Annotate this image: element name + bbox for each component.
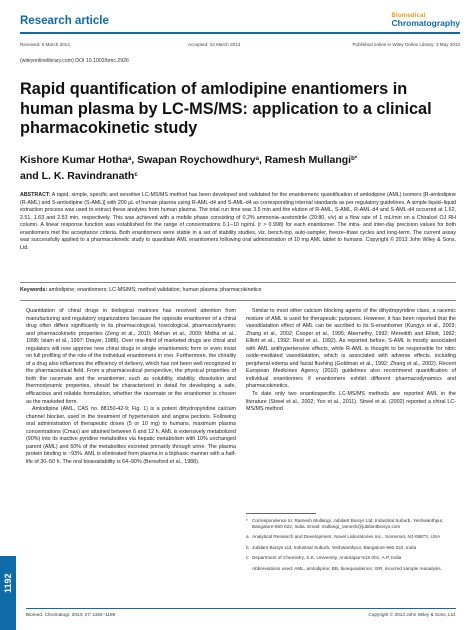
footer-rule: [26, 608, 456, 609]
keywords-bottom-divider: [20, 300, 456, 301]
footnote-text: Analytical Research and Development, Novel Laboratories Inc., Somerset, NJ-08873, USA: [252, 534, 441, 540]
footnote-mark: a: [246, 534, 249, 540]
footnote-text: Correspondence to: Ramesh Mullangi, Jubilant Biosys Ltd, Industrial Suburb, Yeshwanthpur, Bangalore-560 022, India. Email: mullangi_ramesh@jubilantbiosys.com: [252, 517, 444, 529]
keywords-top-divider: [20, 282, 456, 283]
published-date: Published online in Wiley Online Library: 3 May 2013: [352, 42, 460, 47]
footnote-mark: b: [246, 544, 249, 550]
abstract-text: A rapid, simple, specific and sensitive LC-MS/MS method has been developed and validated for the enantiomeric quantification of amlodipine (AML) isomers [R-amlodipine (R-AML) and S-amlodipine (S-AML)] with 200 μL of human plasma using R-AML-d4 and S-AML-d4 as corresponding internal standards as per regulatory guidelines. A simple liquid–liquid extraction process was used to extract these analytes from human plasma. The total run time was 3.5 min and the elution of R-AML, S-AML, R-AML-d4 and S-AML-d4 occurred at 1.62, 2.51, 1.63 and 2.53 min, respectively. This was achieved with a mobile phase consisting of 0.2% ammonia–acetonitrile (20:80, v/v) at a flow rate of 1 mL/min on a Chiralcel OJ RH column. A linear response function was established for the range of concentrations 0.1–10 ng/mL (r > 0.998) for each enantiomer. The intra- and inter-day precision values for both enantiomers met the acceptance criteria. Both enantiomers were stable in a set of stability studies, viz. bench-top, auto-sampler, freeze–thaw cycles and long-term. The current assay was successfully applied to a pharmacokinetic study to quantitate AML enantiomers following oral administration of 10 mg AML tablet to humans. Copyright © 2013 John Wiley & Sons, Ltd.: [20, 192, 456, 251]
keywords: [20, 287, 456, 294]
author-list: [20, 152, 460, 184]
page-number-tab: [0, 556, 16, 630]
doi-line[interactable]: (wileyonlinelibrary.com) DOI 10.1002/bmc.2926: [20, 58, 129, 64]
footnotes: [246, 513, 456, 576]
footnote-affiliation-c: [246, 555, 456, 561]
abstract-label: ABSTRACT:: [20, 192, 51, 198]
footnote-text: Department of Chemistry, S.K. University, Anantapur-515 001, A.P, India: [252, 555, 402, 561]
author-separator: ,: [131, 154, 138, 166]
abstract: [20, 192, 456, 252]
footnote-affiliation-a: [246, 534, 456, 540]
body-paragraph: Quantitation of chiral drugs in biological matrices has received attention from manufacturing and regulatory organizations because the opposite enantiomer of a chiral drug often differs significantly in its pharmacological, toxicological, pharmacodynamic and pharmacokinetic properties (Zeng et al., 2010; Mohan et al., 2009; Midha et al., 1998; Islam et al., 1997; Drayer, 1986). Over one-third of marketed drugs are chiral and regulators will now approve new chiral drugs in single enantiomeric form or even insist on full profiling of the role of the individual enantiomers in vivo. Furthermore, the chirality of a drug also influences the efficiency of delivery, which has not been well recognized in the pharmaceutical field. From a pharmaceutical perspective, the physical properties of both the racemate and the enantiomer, such as solubility, stability, dissolution and thermodynamic properties, should be characterized in detail for developing a safe, efficacious and reliable formulation, whether the racemate or the enantiomer is chosen as the marketed form.: [26, 308, 236, 405]
author-affiliation-mark: a: [127, 156, 132, 162]
keywords-label: Keywords:: [20, 287, 48, 293]
footnote-affiliation-b: [246, 545, 456, 551]
header-rule: [20, 32, 460, 34]
author-affiliation-mark: b*: [351, 156, 358, 162]
footnote-mark: c: [246, 555, 249, 561]
footnote-text: Jubilant Biosys Ltd, Industrial Suburb, Yeshwanthpur, Bangalore-560 022, India: [252, 544, 417, 550]
footnote-correspondence: [246, 518, 456, 531]
footnote-mark: *: [246, 517, 248, 523]
header-bar: [20, 12, 460, 34]
author-name[interactable]: Kishore Kumar Hotha: [20, 154, 128, 166]
author-name[interactable]: and L. K. Ravindranath: [20, 170, 135, 182]
article-title: Rapid quantification of amlodipine enantiomers in human plasma by LC-MS/MS: application to a clinical pharmacokinetic study: [20, 80, 432, 137]
author-affiliation-mark: c: [134, 172, 138, 178]
body-paragraph: Amlodipine (AML, CAS no. 88150-42-9; Fig. 1) is a potent dihydropyridine calcium channel blocker, used in the treatment of hypertension and angina pectoris. Following oral administration of therapeutic doses (5 or 10 mg) to humans, maximum plasma concentrations (Cmax) are attained between 6 and 12 h. AML is extensively metabolized (90%) into its inactive pyridine metabolites via hepatic metabolism with 10% unchanged parent (AML) and 60% of the metabolites excreted primarily through urine. The plasma protein binding is ~93%. AML is eliminated from plasma in a biphasic manner with a half-life of 30–50 h. The oral bioavailability is 64–90% (Beresford et al., 1988).: [26, 406, 236, 465]
keywords-text: amlodipine; enantiomers; LC-MS/MS; method validation; human plasma; pharmacokinetics: [48, 287, 262, 293]
footnote-divider: [246, 513, 316, 514]
received-date: Received: 5 March 2013,: [20, 42, 72, 47]
accepted-date: Accepted: 24 March 2013: [188, 42, 241, 47]
page-number: 1192: [3, 573, 13, 593]
journal-logo-line1: Biomedical: [391, 13, 426, 19]
body-column-right: [246, 308, 456, 414]
article-type-label: Research article: [20, 15, 109, 27]
page-footer: [26, 608, 456, 622]
body-paragraph: Similar to most other calcium blocking agents of the dihydropyridine class, a racemic mixture of AML is used for therapeutic purposes. However, it has been reported that the vasodilatation effect of AML can be ascribed to its S-enantiomer (Kungys et al., 2003; Zhang et al., 2002; Cooper et al., 1995; Abernethy, 1992; Meredith and Elliott, 1992; Elliott et al., 1992; Reid et al., 1992). As reported before, S-AML is mostly associated with AML antihypertensive effects, while R-AML is thought to be responsible for nitric oxide-mediated vasodilatation, which is associated with adverse effects, including peripheral edema and facial flushing (Goldman et al., 1992; Zhang et al., 2002). Recent European Medicines Agency (2010) guidelines also recommend quantification of individual enantiomers if enantiomers exhibit different pharmacodynamics and pharmacokinetics.: [246, 308, 456, 390]
footer-copyright: Copyright © 2013 John Wiley & Sons, Ltd.: [368, 612, 456, 617]
body-paragraph: To date only two enantiospecific LC-MS/MS methods are reported AML in the literature (Streel et al., 2002; Yoo et al., 2011). Streel et al. (2002) reported a chiral LC-MS/MS method: [246, 391, 456, 413]
author-separator: ,: [258, 154, 265, 166]
footnote-abbreviations: [246, 566, 456, 572]
journal-logo: [392, 13, 460, 28]
journal-logo-line2: Chromatography: [391, 18, 460, 28]
body-column-left: [26, 308, 236, 466]
author-name[interactable]: Swapan Roychowdhury: [137, 154, 256, 166]
author-affiliation-mark: a: [255, 156, 259, 162]
footnote-text: Abbreviations used: AML, amlodipine; BB, bioequivalence; ISR, incurred sample reanalysis.: [252, 565, 442, 571]
footer-citation: Biomed. Chromatogr. 2013; 27: 1192–1199: [26, 612, 116, 617]
author-name[interactable]: Ramesh Mullangi: [264, 154, 352, 166]
